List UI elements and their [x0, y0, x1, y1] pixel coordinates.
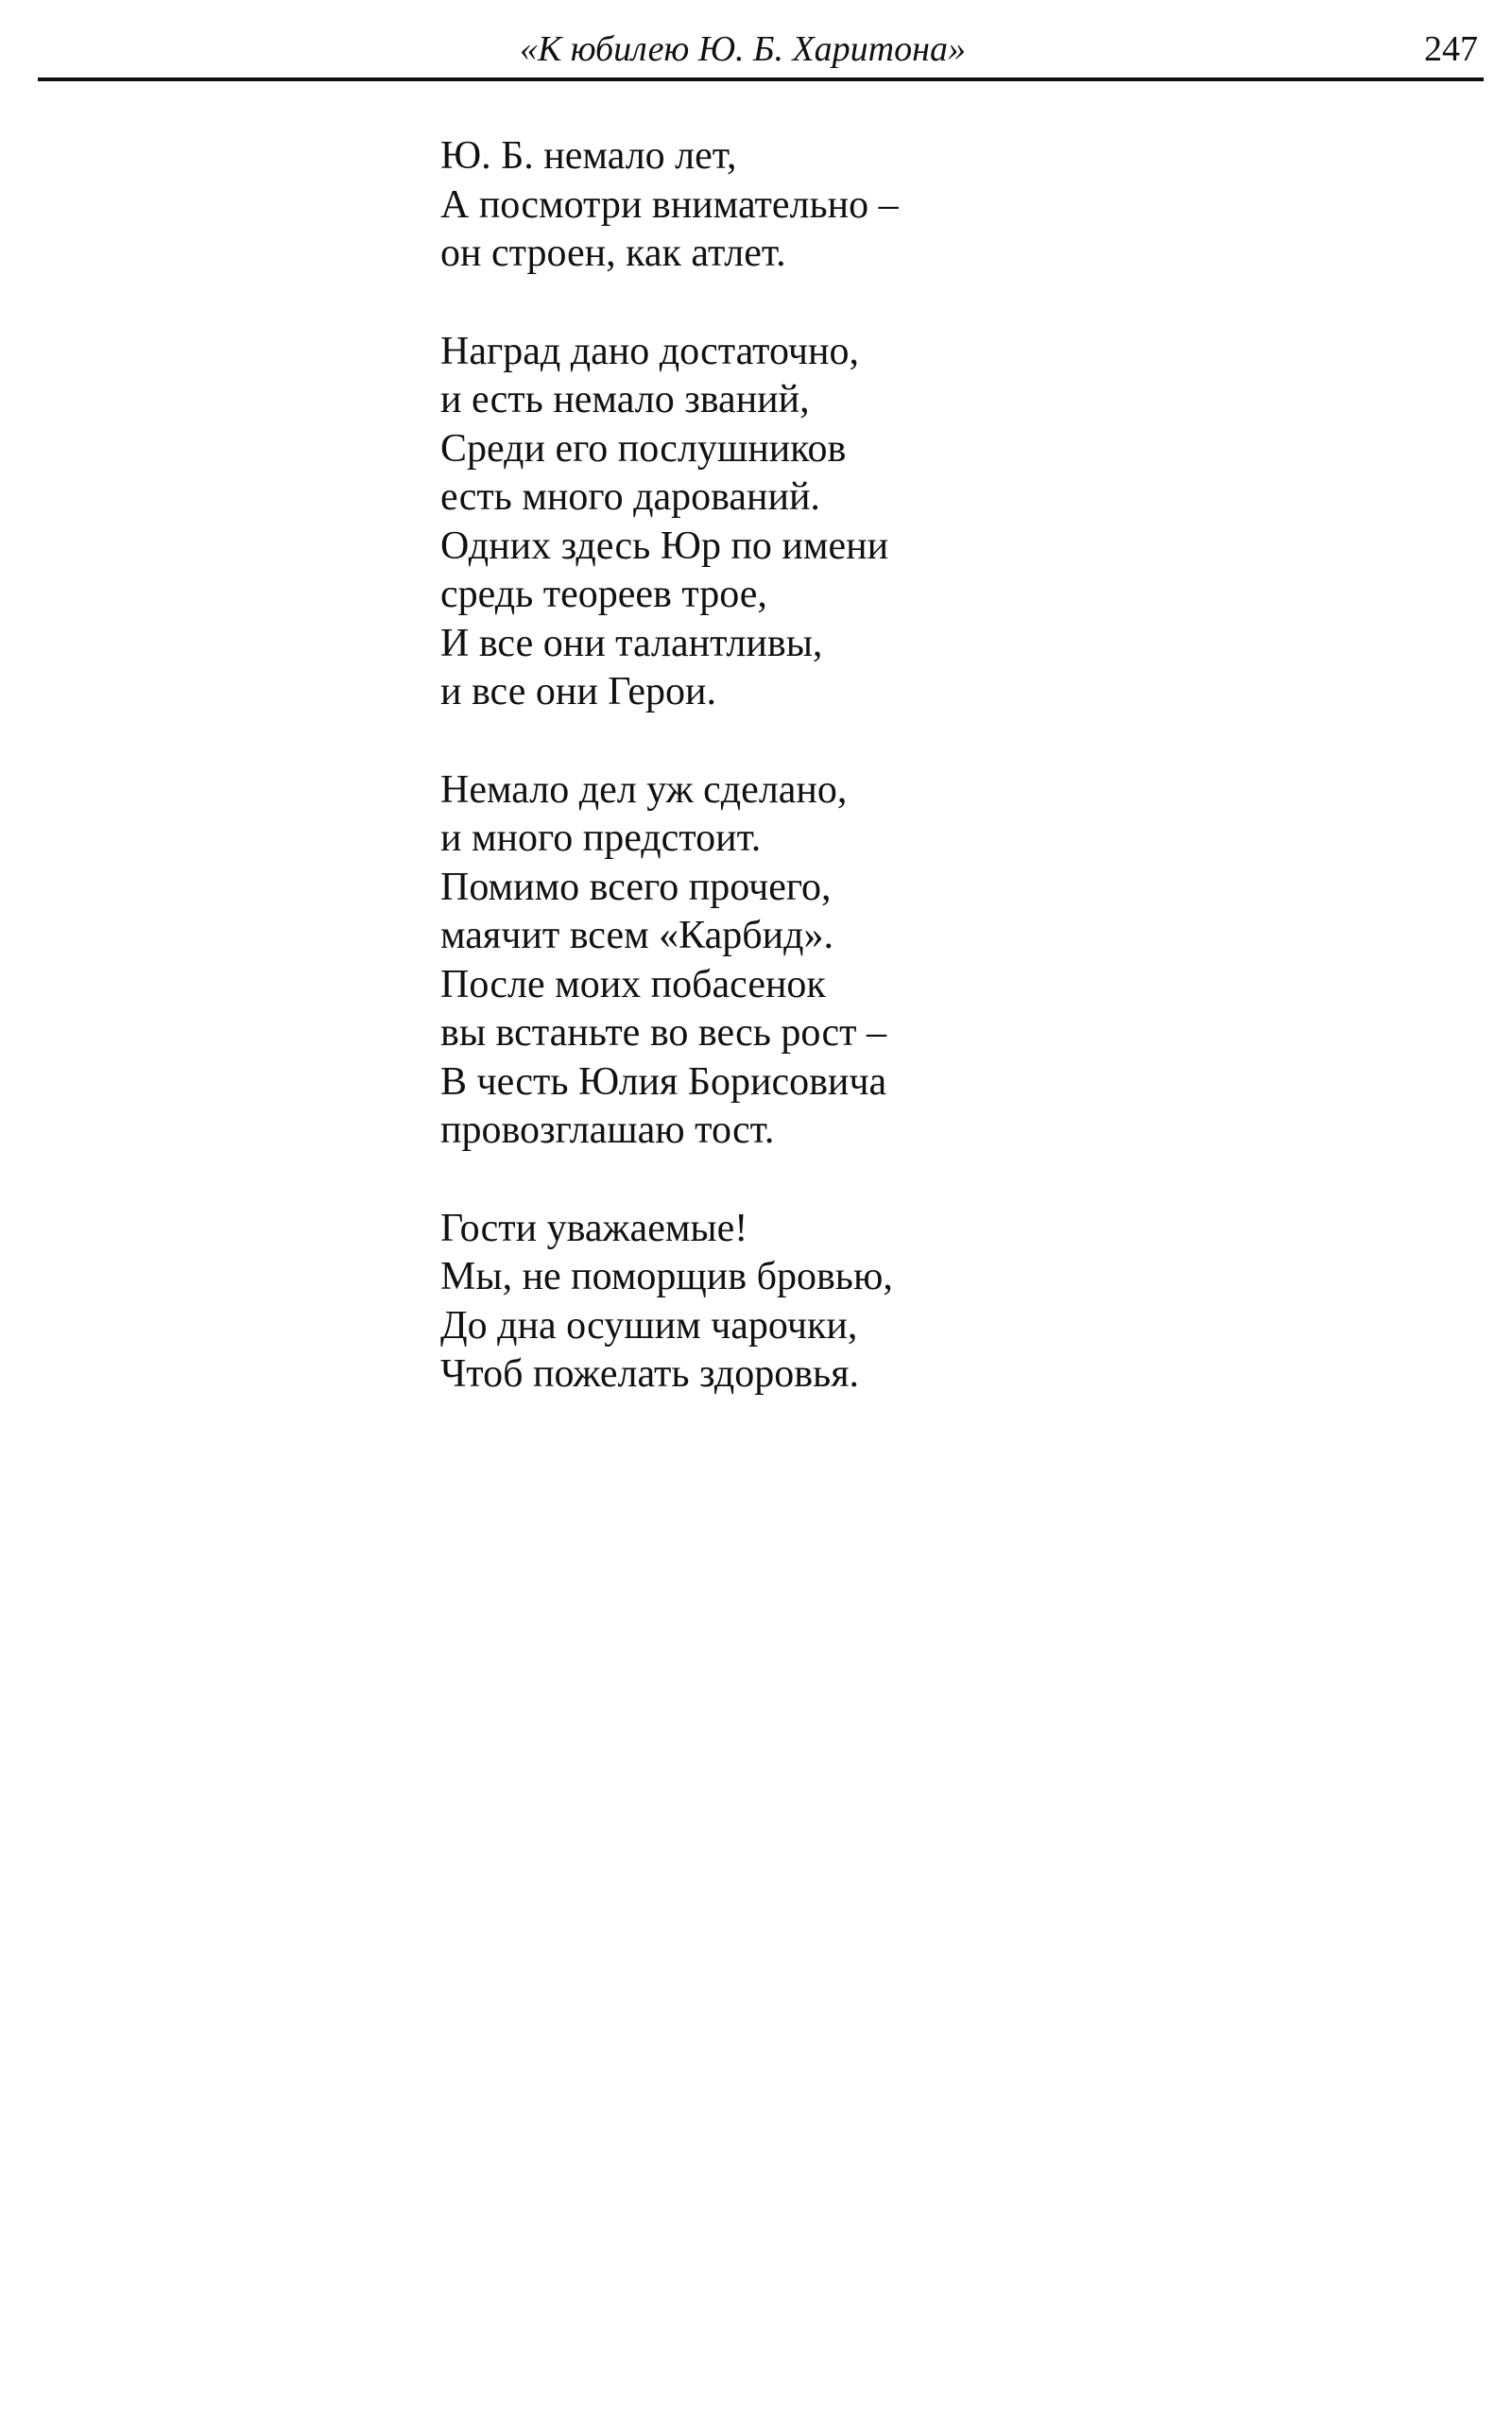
poem [440, 132, 1291, 1449]
poem-line: Немало дел уж сделано, [440, 767, 848, 812]
stanza-2 [440, 328, 1291, 717]
poem-line: средь теореев трое, [440, 573, 767, 616]
poem-line: В честь Юлия Борисовича [440, 1059, 887, 1104]
poem-line: Ю. Б. немало лет, [440, 134, 737, 178]
poem-line: провозглашаю тост. [440, 1108, 775, 1152]
poem-line: есть много дарований. [440, 475, 820, 519]
poem-line: Мы, не поморщив бровью, [440, 1255, 893, 1298]
poem-line: и все они Герои. [440, 670, 717, 713]
poem-line: Наград дано достаточно, [440, 329, 859, 373]
poem-line: После моих побасенок [440, 962, 826, 1006]
poem-line: До дна осушим чарочки, [440, 1303, 858, 1348]
poem-line: Помимо всего прочего, [440, 865, 832, 909]
poem-line: И все они талантливы, [440, 621, 823, 665]
page-number: 247 [1424, 29, 1478, 69]
poem-line: маячит всем «Карбид». [440, 914, 833, 957]
poem-line: вы встаньте во весь рост – [440, 1011, 886, 1055]
poem-line: Чтоб пожелать здоровья. [440, 1352, 860, 1396]
poem-line: и есть немало званий, [440, 378, 810, 421]
poem-line: Среди его послушников [440, 426, 847, 471]
header-rule [38, 77, 1484, 81]
poem-line: он строен, как атлет. [440, 232, 786, 275]
poem-line: Гости уважаемые! [440, 1206, 748, 1250]
running-title: «К юбилею Ю. Б. Харитона» [520, 29, 966, 69]
stanza-1 [440, 132, 1291, 279]
poem-line: Одних здесь Юр по имени [440, 524, 889, 568]
poem-line: А посмотри внимательно – [440, 182, 899, 227]
poem-line: и много предстоит. [440, 816, 762, 860]
stanza-3 [440, 766, 1291, 1156]
stanza-4 [440, 1205, 1291, 1400]
page-header [38, 23, 1484, 77]
